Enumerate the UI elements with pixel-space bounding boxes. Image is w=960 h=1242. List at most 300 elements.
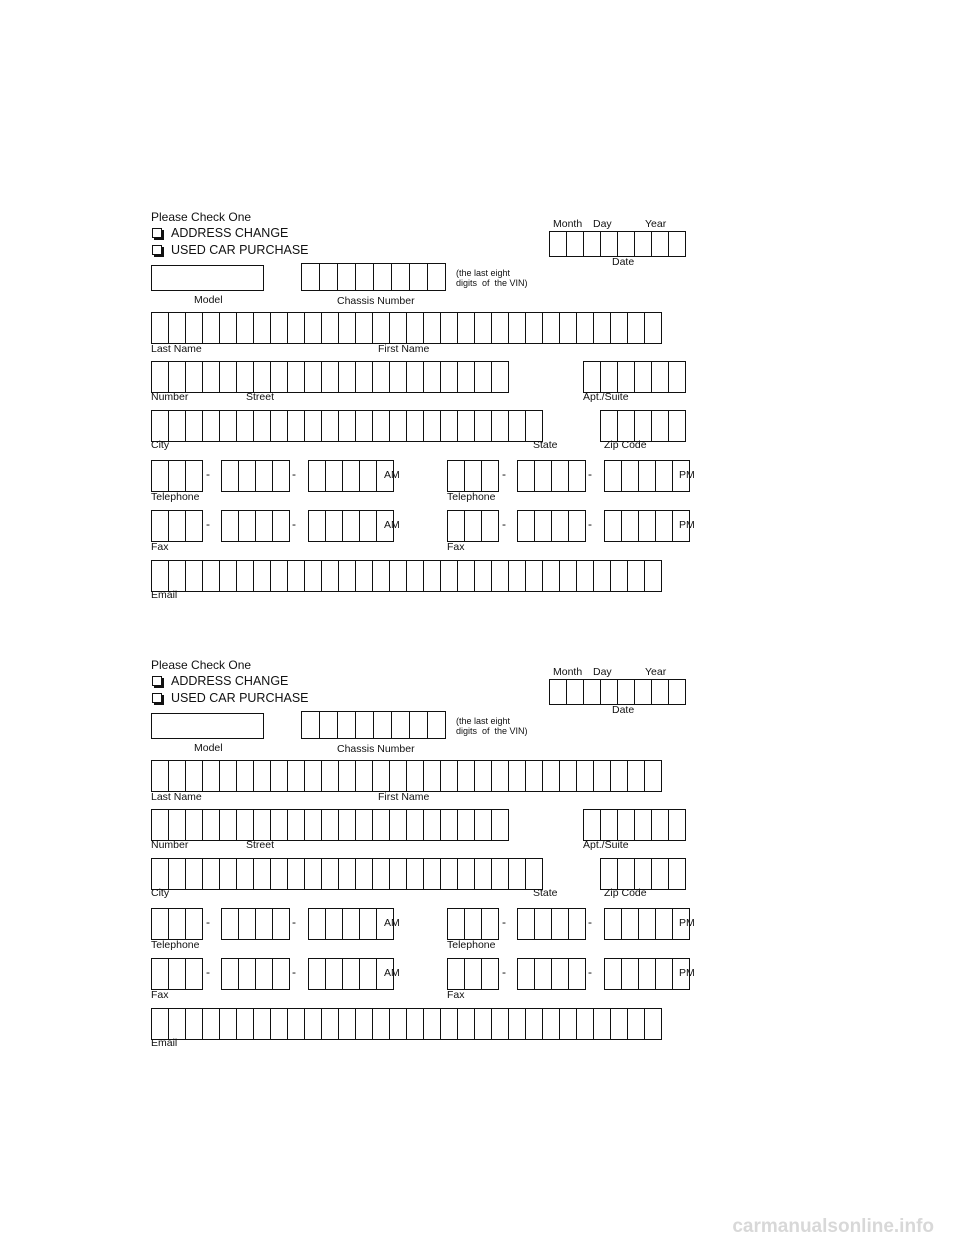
street-boxes[interactable] [151, 809, 509, 841]
char-box[interactable] [457, 858, 475, 890]
char-box[interactable] [355, 760, 373, 792]
char-box[interactable] [219, 858, 237, 890]
char-box[interactable] [559, 760, 577, 792]
char-box[interactable] [151, 809, 169, 841]
char-box[interactable] [481, 958, 499, 990]
model-field[interactable] [151, 713, 264, 739]
char-box[interactable] [270, 809, 288, 841]
name-boxes[interactable] [151, 312, 662, 344]
char-box[interactable] [185, 809, 203, 841]
char-box[interactable] [508, 312, 526, 344]
char-box[interactable] [551, 958, 569, 990]
char-box[interactable] [457, 312, 475, 344]
char-box[interactable] [593, 312, 611, 344]
char-box[interactable] [423, 312, 441, 344]
char-box[interactable] [525, 312, 543, 344]
char-box[interactable] [236, 1008, 254, 1040]
apt-suite-boxes[interactable] [583, 809, 686, 841]
char-box[interactable] [151, 312, 169, 344]
char-box[interactable] [236, 361, 254, 393]
char-box[interactable] [440, 858, 458, 890]
char-box[interactable] [219, 361, 237, 393]
char-box[interactable] [576, 1008, 594, 1040]
char-box[interactable] [610, 312, 628, 344]
char-box[interactable] [202, 809, 220, 841]
char-box[interactable] [440, 809, 458, 841]
char-box[interactable] [644, 760, 662, 792]
date-boxes[interactable] [549, 231, 686, 257]
email-boxes[interactable] [151, 1008, 662, 1040]
char-box[interactable] [583, 679, 601, 705]
char-box[interactable] [447, 908, 465, 940]
char-box[interactable] [440, 410, 458, 442]
char-box[interactable] [604, 958, 622, 990]
char-box[interactable] [559, 312, 577, 344]
char-box[interactable] [373, 711, 392, 739]
char-box[interactable] [355, 410, 373, 442]
char-box[interactable] [321, 760, 339, 792]
char-box[interactable] [337, 711, 356, 739]
char-box[interactable] [185, 410, 203, 442]
char-box[interactable] [534, 958, 552, 990]
char-box[interactable] [321, 312, 339, 344]
char-box[interactable] [272, 908, 290, 940]
char-box[interactable] [440, 760, 458, 792]
char-box[interactable] [272, 958, 290, 990]
char-box[interactable] [219, 1008, 237, 1040]
char-box[interactable] [389, 410, 407, 442]
char-box[interactable] [355, 858, 373, 890]
char-box[interactable] [185, 858, 203, 890]
char-box[interactable] [253, 312, 271, 344]
char-box[interactable] [423, 410, 441, 442]
char-box[interactable] [287, 410, 305, 442]
char-box[interactable] [423, 361, 441, 393]
char-box[interactable] [600, 858, 618, 890]
char-box[interactable] [406, 312, 424, 344]
char-box[interactable] [627, 1008, 645, 1040]
char-box[interactable] [668, 410, 686, 442]
char-box[interactable] [600, 809, 618, 841]
char-box[interactable] [185, 361, 203, 393]
char-box[interactable] [342, 908, 360, 940]
char-box[interactable] [600, 410, 618, 442]
char-box[interactable] [321, 809, 339, 841]
char-box[interactable] [304, 312, 322, 344]
char-box[interactable] [634, 231, 652, 257]
char-box[interactable] [389, 312, 407, 344]
char-box[interactable] [270, 410, 288, 442]
char-box[interactable] [202, 410, 220, 442]
char-box[interactable] [447, 958, 465, 990]
fax-am-boxes[interactable] [151, 958, 394, 990]
char-box[interactable] [474, 809, 492, 841]
char-box[interactable] [389, 809, 407, 841]
char-box[interactable] [634, 809, 652, 841]
used-car-purchase-checkbox[interactable] [152, 245, 162, 255]
char-box[interactable] [185, 958, 203, 990]
char-box[interactable] [457, 361, 475, 393]
char-box[interactable] [372, 1008, 390, 1040]
char-box[interactable] [508, 858, 526, 890]
char-box[interactable] [304, 760, 322, 792]
char-box[interactable] [409, 711, 428, 739]
char-box[interactable] [566, 231, 584, 257]
char-box[interactable] [508, 410, 526, 442]
char-box[interactable] [576, 312, 594, 344]
char-box[interactable] [549, 679, 567, 705]
char-box[interactable] [338, 410, 356, 442]
char-box[interactable] [610, 760, 628, 792]
char-box[interactable] [202, 858, 220, 890]
char-box[interactable] [389, 760, 407, 792]
char-box[interactable] [406, 361, 424, 393]
char-box[interactable] [457, 410, 475, 442]
char-box[interactable] [355, 312, 373, 344]
char-box[interactable] [549, 231, 567, 257]
char-box[interactable] [457, 760, 475, 792]
char-box[interactable] [287, 1008, 305, 1040]
char-box[interactable] [151, 908, 169, 940]
char-box[interactable] [338, 312, 356, 344]
char-box[interactable] [304, 809, 322, 841]
char-box[interactable] [301, 711, 320, 739]
char-box[interactable] [617, 231, 635, 257]
char-box[interactable] [219, 312, 237, 344]
char-box[interactable] [287, 361, 305, 393]
char-box[interactable] [202, 760, 220, 792]
char-box[interactable] [617, 410, 635, 442]
char-box[interactable] [185, 1008, 203, 1040]
char-box[interactable] [457, 809, 475, 841]
char-box[interactable] [409, 263, 428, 291]
char-box[interactable] [406, 410, 424, 442]
char-box[interactable] [423, 1008, 441, 1040]
char-box[interactable] [668, 231, 686, 257]
char-box[interactable] [151, 760, 169, 792]
char-box[interactable] [583, 809, 601, 841]
char-box[interactable] [151, 958, 169, 990]
char-box[interactable] [185, 908, 203, 940]
char-box[interactable] [319, 711, 338, 739]
char-box[interactable] [481, 908, 499, 940]
char-box[interactable] [644, 312, 662, 344]
char-box[interactable] [338, 809, 356, 841]
char-box[interactable] [236, 760, 254, 792]
char-box[interactable] [202, 1008, 220, 1040]
char-box[interactable] [566, 679, 584, 705]
char-box[interactable] [406, 1008, 424, 1040]
char-box[interactable] [568, 908, 586, 940]
char-box[interactable] [576, 760, 594, 792]
char-box[interactable] [634, 361, 652, 393]
char-box[interactable] [236, 809, 254, 841]
char-box[interactable] [221, 908, 239, 940]
char-box[interactable] [440, 312, 458, 344]
char-box[interactable] [168, 908, 186, 940]
char-box[interactable] [355, 263, 374, 291]
char-box[interactable] [474, 760, 492, 792]
char-box[interactable] [321, 410, 339, 442]
address-change-checkbox[interactable] [152, 676, 162, 686]
char-box[interactable] [202, 312, 220, 344]
char-box[interactable] [600, 231, 618, 257]
char-box[interactable] [491, 410, 509, 442]
char-box[interactable] [308, 908, 326, 940]
char-box[interactable] [634, 679, 652, 705]
char-box[interactable] [600, 679, 618, 705]
chassis-number-boxes[interactable] [301, 711, 446, 739]
fax-pm-boxes[interactable] [447, 958, 690, 990]
char-box[interactable] [474, 858, 492, 890]
char-box[interactable] [491, 809, 509, 841]
zip-code-boxes[interactable] [600, 410, 686, 442]
char-box[interactable] [474, 1008, 492, 1040]
char-box[interactable] [423, 809, 441, 841]
char-box[interactable] [338, 1008, 356, 1040]
char-box[interactable] [359, 958, 377, 990]
char-box[interactable] [534, 908, 552, 940]
char-box[interactable] [651, 809, 669, 841]
char-box[interactable] [168, 809, 186, 841]
telephone-pm-boxes[interactable] [447, 908, 690, 940]
char-box[interactable] [474, 312, 492, 344]
char-box[interactable] [651, 231, 669, 257]
char-box[interactable] [301, 263, 320, 291]
char-box[interactable] [389, 361, 407, 393]
char-box[interactable] [464, 958, 482, 990]
date-boxes[interactable] [549, 679, 686, 705]
char-box[interactable] [219, 410, 237, 442]
char-box[interactable] [627, 312, 645, 344]
char-box[interactable] [621, 908, 639, 940]
char-box[interactable] [651, 361, 669, 393]
char-box[interactable] [406, 858, 424, 890]
char-box[interactable] [542, 1008, 560, 1040]
char-box[interactable] [406, 760, 424, 792]
char-box[interactable] [651, 858, 669, 890]
char-box[interactable] [406, 809, 424, 841]
char-box[interactable] [185, 760, 203, 792]
char-box[interactable] [168, 958, 186, 990]
char-box[interactable] [319, 263, 338, 291]
char-box[interactable] [168, 410, 186, 442]
char-box[interactable] [508, 760, 526, 792]
char-box[interactable] [270, 361, 288, 393]
char-box[interactable] [668, 809, 686, 841]
char-box[interactable] [440, 1008, 458, 1040]
apt-suite-boxes[interactable] [583, 361, 686, 393]
char-box[interactable] [168, 312, 186, 344]
char-box[interactable] [517, 958, 535, 990]
char-box[interactable] [508, 1008, 526, 1040]
char-box[interactable] [593, 760, 611, 792]
char-box[interactable] [255, 908, 273, 940]
model-field[interactable] [151, 265, 264, 291]
char-box[interactable] [202, 361, 220, 393]
char-box[interactable] [525, 760, 543, 792]
char-box[interactable] [491, 858, 509, 890]
char-box[interactable] [236, 858, 254, 890]
char-box[interactable] [304, 1008, 322, 1040]
char-box[interactable] [627, 760, 645, 792]
char-box[interactable] [583, 361, 601, 393]
char-box[interactable] [474, 361, 492, 393]
char-box[interactable] [491, 760, 509, 792]
char-box[interactable] [238, 958, 256, 990]
char-box[interactable] [338, 361, 356, 393]
char-box[interactable] [321, 858, 339, 890]
char-box[interactable] [325, 958, 343, 990]
char-box[interactable] [610, 1008, 628, 1040]
char-box[interactable] [651, 679, 669, 705]
char-box[interactable] [391, 263, 410, 291]
char-box[interactable] [355, 809, 373, 841]
char-box[interactable] [337, 263, 356, 291]
char-box[interactable] [491, 312, 509, 344]
char-box[interactable] [600, 361, 618, 393]
char-box[interactable] [621, 958, 639, 990]
char-box[interactable] [373, 263, 392, 291]
char-box[interactable] [389, 1008, 407, 1040]
char-box[interactable] [464, 908, 482, 940]
char-box[interactable] [389, 858, 407, 890]
city-state-boxes[interactable] [151, 410, 543, 442]
char-box[interactable] [342, 958, 360, 990]
char-box[interactable] [151, 858, 169, 890]
address-change-checkbox[interactable] [152, 228, 162, 238]
char-box[interactable] [219, 809, 237, 841]
char-box[interactable] [287, 760, 305, 792]
char-box[interactable] [304, 361, 322, 393]
name-boxes[interactable] [151, 760, 662, 792]
char-box[interactable] [372, 312, 390, 344]
char-box[interactable] [304, 410, 322, 442]
char-box[interactable] [168, 858, 186, 890]
char-box[interactable] [372, 410, 390, 442]
char-box[interactable] [423, 858, 441, 890]
char-box[interactable] [668, 361, 686, 393]
char-box[interactable] [617, 361, 635, 393]
telephone-am-boxes[interactable] [151, 908, 394, 940]
char-box[interactable] [151, 361, 169, 393]
char-box[interactable] [427, 263, 446, 291]
char-box[interactable] [270, 760, 288, 792]
char-box[interactable] [559, 1008, 577, 1040]
char-box[interactable] [253, 858, 271, 890]
char-box[interactable] [253, 361, 271, 393]
char-box[interactable] [253, 1008, 271, 1040]
char-box[interactable] [457, 1008, 475, 1040]
char-box[interactable] [221, 958, 239, 990]
char-box[interactable] [304, 858, 322, 890]
char-box[interactable] [651, 410, 669, 442]
char-box[interactable] [568, 958, 586, 990]
char-box[interactable] [372, 361, 390, 393]
char-box[interactable] [168, 361, 186, 393]
char-box[interactable] [287, 312, 305, 344]
char-box[interactable] [617, 809, 635, 841]
char-box[interactable] [355, 711, 374, 739]
char-box[interactable] [372, 760, 390, 792]
char-box[interactable] [491, 361, 509, 393]
char-box[interactable] [372, 809, 390, 841]
street-boxes[interactable] [151, 361, 509, 393]
char-box[interactable] [617, 858, 635, 890]
char-box[interactable] [525, 1008, 543, 1040]
char-box[interactable] [517, 908, 535, 940]
char-box[interactable] [151, 1008, 169, 1040]
char-box[interactable] [655, 908, 673, 940]
char-box[interactable] [551, 908, 569, 940]
char-box[interactable] [338, 858, 356, 890]
char-box[interactable] [427, 711, 446, 739]
char-box[interactable] [355, 361, 373, 393]
char-box[interactable] [604, 908, 622, 940]
char-box[interactable] [151, 410, 169, 442]
char-box[interactable] [644, 1008, 662, 1040]
char-box[interactable] [634, 410, 652, 442]
char-box[interactable] [525, 410, 543, 442]
char-box[interactable] [236, 410, 254, 442]
zip-code-boxes[interactable] [600, 858, 686, 890]
char-box[interactable] [270, 1008, 288, 1040]
char-box[interactable] [255, 958, 273, 990]
char-box[interactable] [474, 410, 492, 442]
char-box[interactable] [238, 908, 256, 940]
char-box[interactable] [525, 858, 543, 890]
char-box[interactable] [236, 312, 254, 344]
char-box[interactable] [668, 679, 686, 705]
char-box[interactable] [253, 760, 271, 792]
char-box[interactable] [321, 361, 339, 393]
city-state-boxes[interactable] [151, 858, 543, 890]
char-box[interactable] [668, 858, 686, 890]
char-box[interactable] [583, 231, 601, 257]
char-box[interactable] [287, 809, 305, 841]
char-box[interactable] [491, 1008, 509, 1040]
char-box[interactable] [391, 711, 410, 739]
char-box[interactable] [308, 958, 326, 990]
char-box[interactable] [168, 760, 186, 792]
char-box[interactable] [655, 958, 673, 990]
char-box[interactable] [542, 760, 560, 792]
char-box[interactable] [185, 312, 203, 344]
char-box[interactable] [253, 809, 271, 841]
char-box[interactable] [270, 312, 288, 344]
chassis-number-boxes[interactable] [301, 263, 446, 291]
char-box[interactable] [253, 410, 271, 442]
char-box[interactable] [219, 760, 237, 792]
char-box[interactable] [638, 958, 656, 990]
char-box[interactable] [287, 858, 305, 890]
char-box[interactable] [634, 858, 652, 890]
char-box[interactable] [338, 760, 356, 792]
char-box[interactable] [372, 858, 390, 890]
char-box[interactable] [542, 312, 560, 344]
char-box[interactable] [638, 908, 656, 940]
char-box[interactable] [593, 1008, 611, 1040]
char-box[interactable] [359, 908, 377, 940]
char-box[interactable] [270, 858, 288, 890]
char-box[interactable] [168, 1008, 186, 1040]
char-box[interactable] [440, 361, 458, 393]
char-box[interactable] [423, 760, 441, 792]
used-car-purchase-checkbox[interactable] [152, 693, 162, 703]
char-box[interactable] [617, 679, 635, 705]
char-box[interactable] [355, 1008, 373, 1040]
char-box[interactable] [325, 908, 343, 940]
